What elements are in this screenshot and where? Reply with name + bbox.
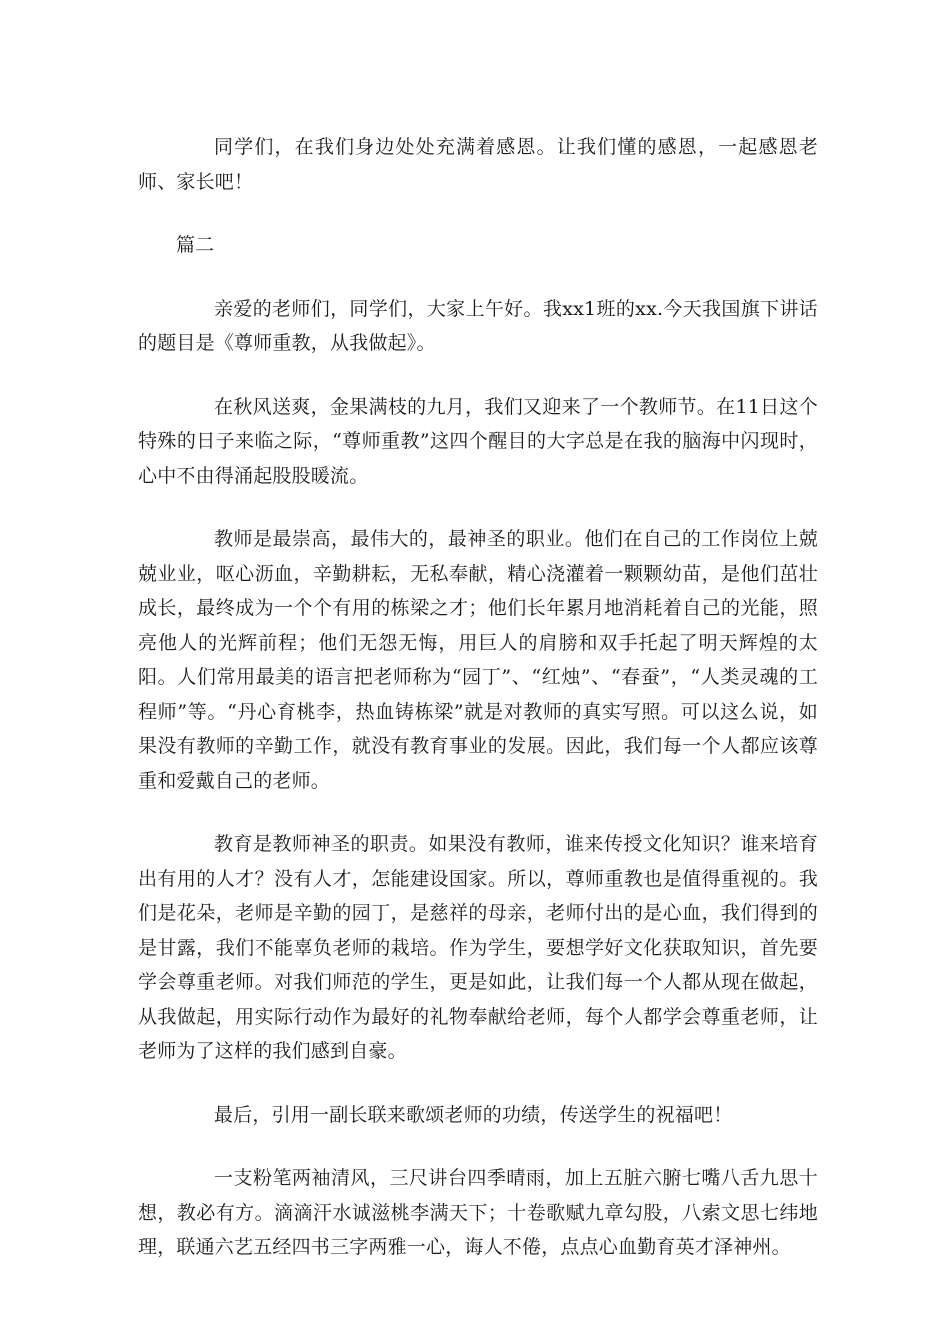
paragraph-teacher-profession: 教师是最崇高，最伟大的，最神圣的职业。他们在自己的工作岗位上兢兢业业，呕心沥血，辛勤耕耘，无私奉献，精心浇灌着一颗颗幼苗，是他们茁壮成长，最终成为一个个有用的栋梁之才；他们长年累月地消耗着自己的光能，照亮他人的光辉前程；他们无怨无悔，用巨人的肩膀和双手托起了明天辉煌的太阳。人们常用最美的语言把老师称为“园丁”、“红烛”、“春蚕”，“人类灵魂的工程师”等。“丹心育桃李，热血铸栋梁”就是对教师的真实写照。可以这么说，如果没有教师的辛勤工作，就没有教育事业的发展。因此，我们每一个人都应该尊重和爱戴自己的老师。: [138, 528, 818, 792]
paragraph-couplet-intro: 最后，引用一副长联来歌颂老师的功绩，传送学生的祝福吧！: [214, 1103, 733, 1126]
paragraph-greeting: 亲爱的老师们，同学们，大家上午好。我xx1班的xx.今天我国旗下讲话的题目是《尊师重教，从我做起》。: [138, 297, 818, 354]
section-heading: 篇二: [176, 234, 215, 256]
paragraph-teachers-day: 在秋风送爽，金果满枝的九月，我们又迎来了一个教师节。在11日这个特殊的日子来临之际，“尊师重教”这四个醒目的大字总是在我的脑海中闪现时，心中不由得涌起股股暖流。: [138, 395, 818, 487]
paragraph-education-duty: 教育是教师神圣的职责。如果没有教师，谁来传授文化知识？谁来培育出有用的人才？没有人才，怎能建设国家。所以，尊师重教也是值得重视的。我们是花朵，老师是辛勤的园丁，是慈祥的母亲，老师付出的是心血，我们得到的是甘露，我们不能辜负老师的栽培。作为学生，要想学好文化获取知识，首先要学会尊重老师。对我们师范的学生，更是如此，让我们每一个人都从现在做起，从我做起，用实际行动作为最好的礼物奉献给老师，每个人都学会尊重老师，让老师为了这样的我们感到自豪。: [138, 833, 818, 1062]
paragraph-closing-thanks: 同学们，在我们身边处处充满着感恩。让我们懂的感恩，一起感恩老师、家长吧！: [138, 136, 818, 193]
paragraph-couplet: 一支粉笔两袖清风，三尺讲台四季晴雨，加上五脏六腑七嘴八舌九思十想，教必有方。滴滴汗水诚滋桃李满天下；十卷歌赋九章勾股，八索文思七纬地理，联通六艺五经四书三字两雅一心，诲人不倦，点点心血勤育英才泽神州。: [138, 1167, 818, 1258]
document-body: [138, 130, 818, 1294]
